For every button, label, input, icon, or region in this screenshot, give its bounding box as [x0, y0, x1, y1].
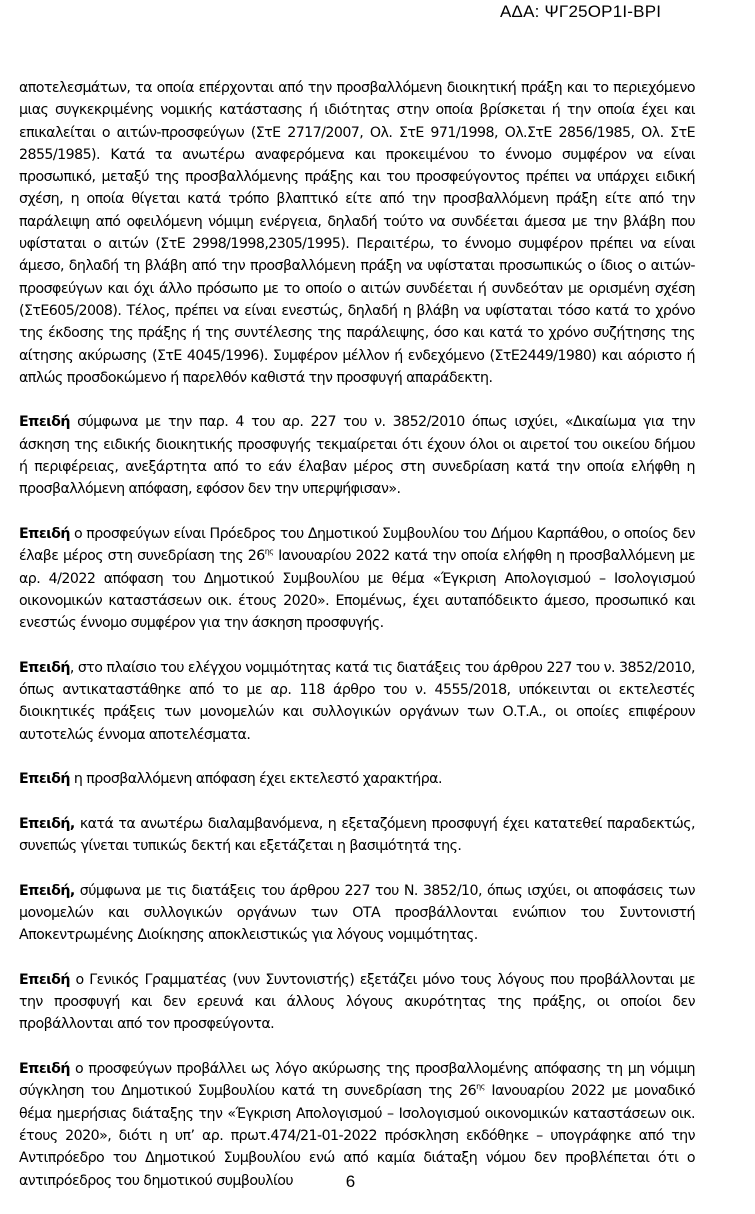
page-number-footer: [0, 1172, 755, 1192]
paragraph-scope-of-review: [19, 969, 695, 1036]
paragraph-lead: Επειδή: [19, 771, 70, 788]
paragraph-lead: Επειδή: [19, 971, 70, 988]
paragraph-lead: Επειδή: [19, 414, 70, 431]
paragraph-text: ο Γενικός Γραμματέας (νυν Συντονιστής) εξετάζει μόνο τους λόγους που προβάλλονται με την προσφυγή και δεν ερευνά και άλλους λόγους ακυρότητας της πράξης, οι οποίοι δεν προβάλλονται από τον προσφεύγοντα.: [19, 971, 695, 1033]
paragraph-lead: Επειδή: [19, 525, 70, 542]
paragraph-text-continued: Ιανουαρίου 2022 κατά την οποία ελήφθη η προσβαλλόμενη με αρ. 4/2022 απόφαση του Δημοτικού Συμβουλίου με θέμα «Έγκριση Απολογισμού – Ισολογισμού οικονομικών καταστάσεων οικ. έτους 2020». Επομένως, έχει αυταπόδεικτο άμεσο, προσωπικό και ενεστώς έννομο συμφέρον για την άσκηση προσφυγής.: [19, 548, 695, 632]
paragraph-admissibility: [19, 813, 695, 858]
paragraph-appellant-status: [19, 523, 695, 634]
paragraph-text: ο προσφεύγων είναι Πρόεδρος του Δημοτικού Συμβουλίου του Δήμου Καρπάθου, ο οποίος δεν έλαβε μέρος στη συνεδρίαση της 26: [19, 525, 695, 565]
paragraph-lead: Επειδή: [19, 659, 70, 676]
paragraph-lead: Επειδή,: [19, 815, 75, 832]
ordinal-superscript: ης: [476, 1082, 485, 1092]
paragraph-text: αποτελεσμάτων, τα οποία επέρχονται από την προσβαλλόμενη διοικητική πράξη και το περιεχόμενο μιας συγκεκριμένης νομικής κατάστασης ή ιδιότητας στην οποία βρίσκεται ή την οποία έχει και επικαλείται ο αιτών-προσφεύγων (ΣτΕ 2717/2007, Ολ. ΣτΕ 971/1998, Ολ.ΣτΕ 2856/1985, Ολ. ΣτΕ 2855/1985). Κατά τα ανωτέρω αναφερόμενα και προκειμένου το έννομο συμφέρον να είναι προσωπικό, μεταξύ της προσβαλλόμενης πράξης και του προσφεύγοντος πρέπει να υπάρχει ειδική σχέση, η οποία θίγεται κατά τρόπο βλαπτικό είτε από την προσβαλλόμενη πράξη είτε από την παράλειψη από οφειλόμενη νόμιμη ενέργεια, δηλαδή τούτο να συνδέεται άμεσα με την βλάβη που υφίσταται ο αιτών (ΣτΕ 2998/1998,2305/1995). Περαιτέρω, το έννομο συμφέρον πρέπει να είναι άμεσο, δηλαδή τη βλάβη από την προσβαλλόμενη πράξη να υφίσταται προσωπικώς ο ίδιος ο αιτών-προσφεύγων και όχι άλλο πρόσωπο με το οποίο ο αιτών συνδέεται ή συνδεόταν με ορισμένη σχέση (ΣτΕ605/2008). Τέλος, πρέπει να είναι ενεστώς, δηλαδή η βλάβη να υφίσταται τόσο κατά το χρόνο της έκδοσης της πράξης ή της συντέλεσης της παράλειψης, όσο και κατά το χρόνο συζήτησης της αίτησης ακύρωσης (ΣτΕ 4045/1996). Συμφέρον μέλλον ή ενδεχόμενο (ΣτΕ2449/1980) και αόριστο ή απλώς προσδοκώμενο ή παρελθόν καθιστά την προσφυγή απαράδεκτη.: [19, 80, 695, 386]
paragraph-text: σύμφωνα με την παρ. 4 του αρ. 227 του ν. 3852/2010 όπως ισχύει, «Δικαίωμα για την άσκηση της ειδικής διοικητικής προσφυγής τεκμαίρεται ότι έχουν όλοι οι αιρετοί του οικείου δήμου ή περιφέρειας, ανεξάρτητα από το εάν έλαβαν μέρος στη συνεδρίαση κατά την οποία ελήφθη η προσβαλλόμενη απόφαση, εφόσον δεν την υπερψήφισαν».: [19, 414, 695, 498]
paragraph-executory-nature: [19, 768, 695, 790]
paragraph-competent-authority: [19, 880, 695, 947]
paragraph-text: ο προσφεύγων προβάλλει ως λόγο ακύρωσης της προσβαλλομένης απόφασης τη μη νόμιμη σύγκληση του Δημοτικού Συμβουλίου κατά τη συνεδρίαση της 26: [19, 1061, 695, 1100]
paragraph-legality-review: [19, 657, 695, 746]
paragraph-text-continued: Ιανουαρίου 2022 με μοναδικό θέμα ημερήσιας διάταξης την «Έγκριση Απολογισμού – Ισολογισμού οικονομικών καταστάσεων οικ. έτους 2020», διότι η υπ’ αρ. πρωτ.474/21-01-2022 πρόσκληση εκδόθηκε – υπογράφηκε από την Αντιπρόεδρο του Δημοτικού Συμβουλίου ενώ από καμία διάταξη νόμου δεν προβλέπεται ότι ο αντιπρόεδρος του δημοτικού συμβουλίου: [19, 1083, 695, 1189]
paragraph-text: σύμφωνα με τις διατάξεις του άρθρου 227 του Ν. 3852/10, όπως ισχύει, οι αποφάσεις των μονομελών και συλλογικών οργάνων των ΟΤΑ προσβάλλονται ενώπιον του Συντονιστή Αποκεντρωμένης Διοίκησης αποκλειστικώς για λόγους νομιμότητας.: [19, 882, 695, 944]
page-number: 6: [345, 1172, 356, 1191]
paragraph-text: , στο πλαίσιο του ελέγχου νομιμότητας κατά τις διατάξεις του άρθρου 227 του ν. 3852/2010, όπως αντικαταστάθηκε από το με αρ. 118 άρθρο του ν. 4555/2018, υπόκεινται οι εκτελεστές διοικητικές πράξεις των μονομελών και συλλογικών οργάνων των Ο.Τ.Α., οι οποίες επιφέρουν αυτοτελώς έννομα αποτελέσματα.: [19, 659, 695, 743]
paragraph-right-to-appeal: [19, 411, 695, 500]
paragraph-text: κατά τα ανωτέρω διαλαμβανόμενα, η εξεταζόμενη προσφυγή έχει κατατεθεί παραδεκτώς, συνεπώς γίνεται τυπικώς δεκτή και εξετάζεται η βασιμότητά της.: [19, 815, 695, 855]
paragraph-text: η προσβαλλόμενη απόφαση έχει εκτελεστό χαρακτήρα.: [69, 771, 442, 788]
paragraph-lead: Επειδή: [19, 1061, 70, 1078]
paragraph-lead: Επειδή,: [19, 882, 75, 899]
ordinal-superscript: ης: [264, 547, 274, 557]
document-body: [19, 77, 695, 1214]
ada-document-code: ΑΔΑ: ΨΓ25ΟΡ1Ι-ΒΡΙ: [500, 2, 662, 21]
paragraph-legal-interest: [19, 77, 695, 389]
